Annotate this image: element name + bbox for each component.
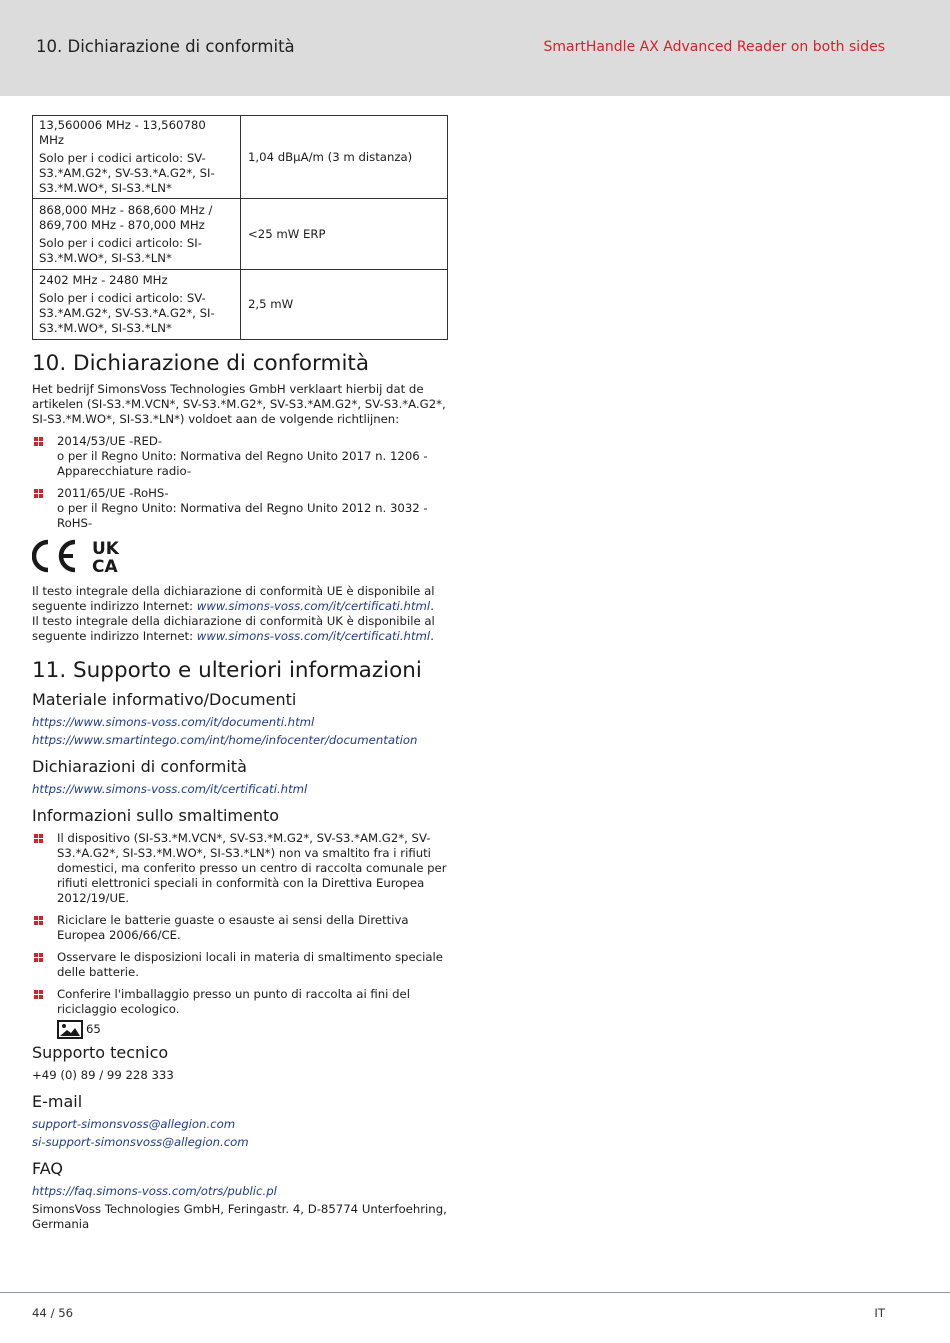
materials-heading: Materiale informativo/Documenti — [32, 690, 297, 709]
bullet-icon — [34, 437, 43, 446]
power-value: 1,04 dBµA/m (3 m distanza) — [241, 116, 448, 199]
sentence-period: . — [430, 599, 434, 613]
bullet-icon — [34, 953, 43, 962]
list-item — [32, 434, 448, 479]
tech-support-phone: +49 (0) 89 / 99 228 333 — [32, 1068, 174, 1082]
tech-support-heading: Supporto tecnico — [32, 1043, 169, 1062]
company-address: SimonsVoss Technologies GmbH, Feringastr. 4, D-85774 Unterfoehring, Germania — [32, 1202, 447, 1231]
list-item — [32, 913, 448, 943]
frequency-cell — [33, 116, 241, 199]
bullet-icon — [34, 990, 43, 999]
certificates-link[interactable]: https://www.simons-voss.com/it/certificati.html — [32, 782, 308, 796]
faq-link[interactable]: https://faq.simons-voss.com/otrs/public.pl — [32, 1184, 277, 1198]
directive-list — [32, 434, 448, 531]
bullet-icon — [34, 489, 43, 498]
page-header — [0, 0, 950, 96]
si-support-email-link[interactable]: si-support-simonsvoss@allegion.com — [32, 1135, 249, 1149]
support-heading: 11. Supporto e ulteriori informazioni — [32, 658, 422, 683]
list-item — [32, 486, 448, 531]
documentation-link[interactable]: https://www.smartintego.com/int/home/infocenter/documentation — [32, 733, 418, 747]
figure-page-number: 65 — [86, 1021, 101, 1036]
table-row — [33, 270, 448, 340]
sentence-period: . — [430, 629, 434, 643]
uk-declaration-label: Il testo integrale della dichiarazione di conformità UK è disponibile al seguente indirizzo Internet: — [32, 614, 435, 643]
disposal-heading: Informazioni sullo smaltimento — [32, 806, 280, 825]
figure-reference[interactable] — [32, 1019, 448, 1039]
disposal-text: Conferire l'imballaggio presso un punto di raccolta ai fini del riciclaggio ecologico. — [57, 987, 410, 1016]
table-row — [33, 116, 448, 199]
directive-name: 2014/53/UE -RED- — [57, 434, 163, 448]
uk-declaration-link[interactable]: www.simons-voss.com/it/certificati.html — [196, 629, 431, 643]
directive-uk-note: o per il Regno Unito: Normativa del Regno Unito 2017 n. 1206 -Apparecchiature radio- — [57, 449, 428, 478]
footer-divider — [0, 1292, 950, 1293]
list-item — [32, 831, 448, 906]
disposal-text: Osservare le disposizioni locali in materia di smaltimento speciale delle batterie. — [57, 950, 443, 979]
frequency-range: 13,560006 MHz - 13,560780 MHz — [39, 118, 206, 147]
conformity-heading: 10. Dichiarazione di conformità — [32, 351, 370, 376]
ukca-mark-bottom: CA — [92, 557, 118, 574]
frequency-range: 2402 MHz - 2480 MHz — [39, 273, 168, 287]
conformity-marks — [32, 538, 448, 578]
bullet-icon — [34, 834, 43, 843]
table-row — [33, 199, 448, 270]
frequency-article-note: Solo per i codici articolo: SI-S3.*M.WO*, SI-S3.*LN* — [39, 235, 202, 265]
eu-declaration-label: Il testo integrale della dichiarazione di conformità UE è disponibile al seguente indirizzo Internet: — [32, 584, 435, 613]
frequency-cell — [33, 199, 241, 270]
documents-link[interactable]: https://www.simons-voss.com/it/documenti.html — [32, 715, 315, 729]
conformity-intro: Het bedrijf SimonsVoss Technologies GmbH verklaart hierbij dat de artikelen (SI-S3.*M.VCN*, SV-S3.*M.G2*, SV-S3.*AM.G2*, SV-S3.*A.G2*, SI-S3.*M.WO*, SI-S3.*LN*) voldoet aan de volgende richtlijnen: — [32, 382, 446, 426]
header-chapter-title: 10. Dichiarazione di conformità — [36, 37, 295, 56]
page-content — [32, 115, 448, 1232]
eu-declaration-text — [32, 584, 448, 614]
list-item — [32, 950, 448, 980]
header-product-name: SmartHandle AX Advanced Reader on both sides — [543, 39, 885, 55]
frequency-table — [32, 115, 448, 340]
frequency-cell — [33, 270, 241, 340]
list-item — [32, 987, 448, 1017]
image-icon — [57, 1020, 83, 1039]
disposal-text: Riciclare le batterie guaste o esauste ai sensi della Direttiva Europea 2006/66/CE. — [57, 913, 409, 942]
directive-uk-note: o per il Regno Unito: Normativa del Regno Unito 2012 n. 3032 -RoHS- — [57, 501, 428, 530]
frequency-article-note: Solo per i codici articolo: SV-S3.*AM.G2*, SV-S3.*A.G2*, SI-S3.*M.WO*, SI-S3.*LN* — [39, 151, 215, 195]
page-number: 44 / 56 — [32, 1306, 74, 1320]
eu-declaration-link[interactable]: www.simons-voss.com/it/certificati.html — [196, 599, 431, 613]
ce-ukca-marks-icon — [32, 538, 132, 574]
disposal-list — [32, 831, 448, 1017]
declarations-heading: Dichiarazioni di conformità — [32, 757, 247, 776]
email-heading: E-mail — [32, 1092, 83, 1111]
ukca-mark-top: UK — [92, 539, 119, 559]
power-value: <25 mW ERP — [241, 199, 448, 270]
disposal-text: Il dispositivo (SI-S3.*M.VCN*, SV-S3.*M.G2*, SV-S3.*AM.G2*, SV-S3.*A.G2*, SI-S3.*M.WO*, SI-S3.*LN*) non va smaltito fra i rifiuti domestici, ma conferito presso un centro di raccolta comunale per rifiuti elettronici speciali in conformità con la Direttiva Europea 2012/19/UE. — [57, 831, 447, 905]
support-email-link[interactable]: support-simonsvoss@allegion.com — [32, 1117, 236, 1131]
uk-declaration-text — [32, 614, 448, 644]
frequency-range: 868,000 MHz - 868,600 MHz / 869,700 MHz - 870,000 MHz — [39, 202, 213, 232]
directive-name: 2011/65/UE -RoHS- — [57, 486, 169, 500]
language-code: IT — [874, 1306, 885, 1320]
frequency-article-note: Solo per i codici articolo: SV-S3.*AM.G2*, SV-S3.*A.G2*, SI-S3.*M.WO*, SI-S3.*LN* — [39, 291, 215, 335]
bullet-icon — [34, 916, 43, 925]
power-value: 2,5 mW — [241, 270, 448, 340]
faq-heading: FAQ — [32, 1159, 63, 1178]
